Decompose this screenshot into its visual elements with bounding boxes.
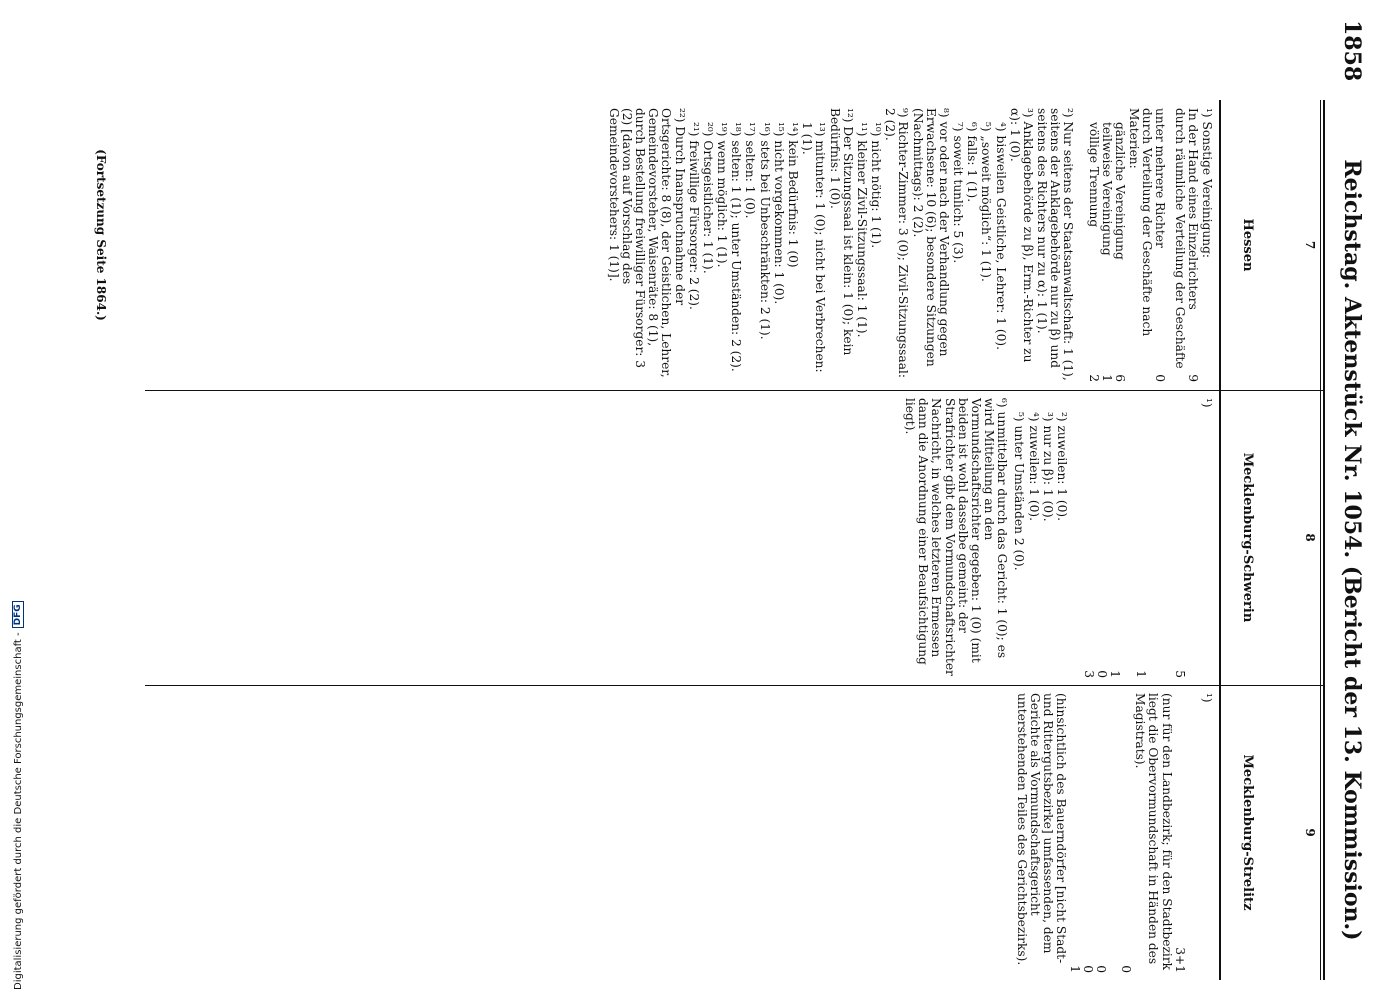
row-einzelrichter-cont: durch räumliche Verteilung der Geschäfte [1172,108,1187,369]
strelitz-bauerndoerfer-text: (hinsichtlich des Bauerndörfer [nicht Stadt- und Rittergutsbezirke] umfassenden, dem Gerichte als Vormundschaftsgericht unterstehenden Teiles des Gerichtsbezirks). [1014,693,1069,966]
schwerin-row-gaenzliche: 1 [1108,670,1123,678]
table-top-rule-thin [1320,100,1321,980]
column-hessen [606,108,1213,382]
column-strelitz [1014,693,1213,973]
schwerin-row-teilweise: 0 [1095,670,1110,678]
footnote-5: ⁵) „soweit möglich“: 1 (1). [979,122,994,282]
row-mehrere-richter: unter mehrere Richter 0 [1153,108,1168,382]
row-einzelrichter: In der Hand eines Einzelrichters 9 [1185,108,1200,382]
footnote-6: ⁶) falls: 1 (1). [965,122,980,203]
strelitz-row-gaenzliche: 0 [1093,965,1108,973]
footnote-4: ⁴) bisweilen Geistliche, Lehrer: 1 (0). [993,122,1008,351]
dfg-logo: DFG [12,601,24,628]
footnote-3: ³) Anklagebehörde zu β), Erm.-Richter zu α): 1 (0). [1007,108,1035,363]
table-top-rule [1323,100,1325,980]
schwerin-footnote-4: ⁴) zuweilen: 1 (0). [1026,412,1041,522]
strelitz-row-trennung: 1 [1067,965,1082,973]
footnote-11: ¹¹) kleiner Zivil-Sitzungssaal: 1 (1). [854,122,869,338]
footnote-2: ²) Nur seitens der Staatsanwaltschaft: 1 (1), seitens der Anklagebehörde nur zu β) und seitens des Richters nur zu α): 1 (1). [1035,108,1076,381]
footnote-16: ¹⁶) stets bei Unbeschränkten: 2 (1). [757,122,772,340]
schwerin-footnote-5: ⁵) unter Umständen 2 (0). [1012,412,1027,571]
footnote-18: ¹⁸) selten: 1 (1); unter Umständen: 2 (2). [729,122,744,372]
schwerin-footnote-2: ²) zuweilen: 1 (0). [1054,412,1069,522]
page-number: 1858 [1339,20,1365,82]
footnote-13: ¹³) mitunter: 1 (0); nicht bei Verbrechen: 1 (1). [800,122,828,373]
row-teilweise-vereinigung: teilweise Vereinigung 1 [1099,122,1114,382]
footnote-8: ⁸) vor oder nach der Verhandlung gegen Erwachsene: 10 (6); besondere Sitzungen (Nachmittags): 2 (2). [910,108,951,367]
footnote-15: ¹⁵) nicht vorgekommen: 1 (0). [771,122,786,305]
column-number-9: 9 [1303,828,1317,837]
row-mehrere-richter-cont: durch Verteilung der Geschäfte nach Materien: [1127,108,1155,337]
funding-note: Digitalisierung gefördert durch die Deutsche Forschungsgemeinschaft - [12,632,24,990]
strelitz-landbezirk-text: (nur für den Landbezirk; für den Stadtbezirk liegt die Obervormundschaft in Händen des Magistrats). [1133,693,1174,971]
footnote-21: ²¹) freiwillige Fürsorger: 2 (2). [686,122,701,310]
footnote-22: ²²) Durch Inanspruchnahme der Ortsgerichte: 8 (8), der Geistlichen, Lehrer, Gemeindevorsteher, Waisenräte: 8 (1), durch Bestellung freiwilliger Fürsorger: 3 (2) [davon auf Vorschlag des Gemeindevorstehers: 1 (1)]. [606,108,687,378]
note-1-intro: ¹) Sonstige Vereinigung: [1200,108,1214,258]
row-voellige-trennung: völlige Trennung 2 [1086,122,1101,382]
schwerin-row-einzelrichter: 5 [1172,670,1187,678]
schwerin-row-trennung: 3 [1082,670,1097,678]
strelitz-note-1: ¹) [1200,693,1214,703]
column-schwerin [902,398,1213,678]
column-title-schwerin: Mecklenburg-Schwerin [1240,452,1255,623]
page-title: Reichstag. Aktenstück Nr. 1054. (Bericht der 13. Kommission.) [1339,159,1365,941]
footnote-20: ²⁰) Ortsgeistlicher: 1 (1). [700,122,715,274]
footnote-7: ⁷) soweit tunlich: 5 (3). [951,122,966,264]
column-number-8: 8 [1303,533,1317,542]
footnote-9: ⁹) Richter-Zimmer: 3 (0); Zivil-Sitzungssaal: 2 (2). [883,108,911,378]
column-divider-1 [145,390,1325,391]
footnote-19: ¹⁹) wenn möglich: 1 (1). [715,122,730,268]
schwerin-row-mehrere-richter: 1 [1133,670,1148,678]
strelitz-row-einzelrichter: 3+1 [1172,947,1187,973]
column-title-strelitz: Mecklenburg-Strelitz [1240,754,1255,911]
footnote-17: ¹⁷) selten: 1 (0). [743,122,758,219]
schwerin-footnote-3: ³) nur zu β): 1 (0). [1040,412,1055,522]
digitization-sidebar [10,590,26,990]
schwerin-footnote-6: ⁶) unmittelbar durch das Gericht: 1 (0); es wird Mitteilung an den Vormundschaftsrichter gegeben: 1 (0) (mit beiden ist wohl dasselbe gemeint: der Strafrichter gibt dem Vormundschaftsrichter Nachricht, in welches letzteren Ermessen dann die Anordnung einer Beaufsichtigung liegt). [903,398,1010,676]
page-header [1335,20,1365,980]
row-gaenzliche-vereinigung: gänzliche Vereinigung 6 [1112,122,1127,382]
footnote-12: ¹²) Der Sitzungssaal ist klein: 1 (0); kein Bedürfnis: 1 (0). [827,108,855,356]
continuation-note: (Fortsetzung Seite 1864.) [94,149,108,321]
table-header-rule [1219,100,1221,980]
footnote-14: ¹⁴) kein Bedürfnis: 1 (0) [786,122,801,268]
footnote-10: ¹⁰) nicht nötig: 1 (1). [869,122,884,249]
column-title-hessen: Hessen [1240,218,1255,272]
schwerin-note-1: ¹) [1200,398,1214,408]
column-number-7: 7 [1303,240,1317,250]
strelitz-row-teilweise: 0 [1080,965,1095,973]
column-divider-2 [145,685,1325,686]
strelitz-row-mehrere-richter: 0 [1119,965,1134,973]
